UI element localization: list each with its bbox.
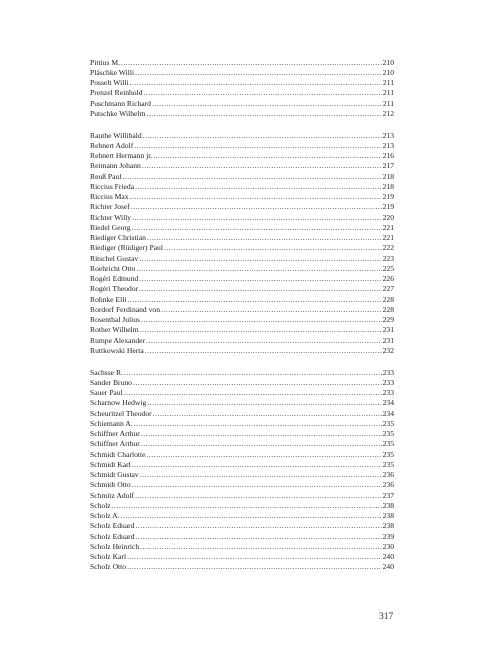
index-entry xyxy=(90,243,394,253)
entry-name: Scholz Eduard xyxy=(90,521,135,531)
dot-leader xyxy=(141,439,382,449)
dot-leader xyxy=(131,202,382,212)
index-entry xyxy=(90,419,394,429)
entry-page: 221 xyxy=(382,222,394,232)
entry-name: Reuß Paul xyxy=(90,171,122,181)
index-entry xyxy=(90,223,394,233)
entry-page: 239 xyxy=(382,531,394,541)
dot-leader xyxy=(134,419,382,429)
dot-leader xyxy=(153,409,382,419)
index-entry xyxy=(90,151,394,161)
entry-page: 230 xyxy=(382,541,394,551)
index-entry xyxy=(90,470,394,480)
dot-leader xyxy=(140,542,381,552)
entry-page: 235 xyxy=(382,429,394,438)
dot-leader xyxy=(132,480,382,490)
dot-leader xyxy=(136,532,382,542)
entry-name: Prenzel Reinhold xyxy=(90,88,143,98)
entry-name: Riediger Christian xyxy=(90,233,146,242)
dot-leader xyxy=(127,552,382,562)
index-entry xyxy=(90,480,394,490)
dot-leader xyxy=(134,141,381,151)
index-entry xyxy=(90,521,394,531)
entry-page: 233 xyxy=(382,367,394,377)
dot-leader xyxy=(124,388,382,398)
dot-leader xyxy=(127,562,382,572)
entry-page: 238 xyxy=(382,500,394,510)
index-entry xyxy=(90,141,394,151)
index-entry xyxy=(90,88,394,98)
dot-leader xyxy=(147,398,381,408)
index-entry xyxy=(90,450,394,460)
index-entry xyxy=(90,562,394,572)
entry-page: 232 xyxy=(382,345,394,355)
dot-leader xyxy=(140,470,382,480)
entry-name: Ritschel Gustav xyxy=(90,253,139,263)
entry-page: 223 xyxy=(382,253,394,263)
entry-name: Pläschke Willi xyxy=(90,67,135,77)
entry-name: Scholz xyxy=(90,500,111,510)
entry-name: Roehricht Otto xyxy=(90,263,136,273)
entry-name: Riccius Frieda xyxy=(90,181,135,191)
entry-name: Rogéri Edmund xyxy=(90,274,139,283)
index-entry xyxy=(90,192,394,202)
dot-leader xyxy=(145,346,382,356)
entry-page: 216 xyxy=(382,151,394,160)
entry-name: Puschmann Richard xyxy=(90,98,151,108)
index-entry xyxy=(90,58,394,68)
dot-leader xyxy=(161,305,382,315)
entry-name: Reimann Johann xyxy=(90,161,141,171)
entry-page: 238 xyxy=(382,511,394,520)
dot-leader xyxy=(135,182,382,192)
entry-name: Riccius Max xyxy=(90,192,129,201)
dot-leader xyxy=(121,58,382,68)
dot-leader xyxy=(132,223,382,233)
entry-page: 238 xyxy=(382,521,394,531)
index-entry xyxy=(90,501,394,511)
index-entry xyxy=(90,542,394,552)
index-entry xyxy=(90,398,394,408)
entry-name: Schiffner Arthur xyxy=(90,439,140,449)
index-entry xyxy=(90,368,394,378)
index-entry xyxy=(90,315,394,325)
group-separator xyxy=(90,119,394,131)
entry-page: 237 xyxy=(382,490,394,500)
entry-page: 240 xyxy=(382,562,394,572)
entry-name: Rohnke Elli xyxy=(90,294,127,304)
entry-page: 218 xyxy=(382,181,394,191)
index-entry xyxy=(90,305,394,315)
entry-page: 225 xyxy=(382,263,394,273)
index-entry xyxy=(90,254,394,264)
index-group xyxy=(90,131,394,357)
dot-leader xyxy=(144,88,382,98)
index-entry xyxy=(90,532,394,542)
dot-leader xyxy=(142,161,382,171)
index-entry xyxy=(90,264,394,274)
entry-page: 227 xyxy=(382,284,394,294)
entry-page: 231 xyxy=(382,335,394,345)
dot-leader xyxy=(136,264,381,274)
index-entry xyxy=(90,68,394,78)
entry-name: Scholz Otto xyxy=(90,562,127,572)
index-entry xyxy=(90,388,394,398)
entry-name: Riediger (Rüdiger) Paul xyxy=(90,243,163,253)
entry-page: 229 xyxy=(382,315,394,324)
entry-name: Richter Willy xyxy=(90,212,132,222)
index-entry xyxy=(90,325,394,335)
dot-leader xyxy=(130,78,382,88)
dot-leader xyxy=(153,151,381,161)
entry-name: Schmidt Otto xyxy=(90,480,131,490)
entry-page: 236 xyxy=(382,480,394,490)
index-list xyxy=(90,58,394,573)
entry-name: Rother Wilhelm xyxy=(90,325,139,335)
entry-name: Ruttkowski Herta xyxy=(90,345,144,355)
dot-leader xyxy=(124,368,382,378)
entry-name: Scholz Karl xyxy=(90,552,127,561)
entry-page: 235 xyxy=(382,449,394,459)
index-entry xyxy=(90,213,394,223)
entry-page: 211 xyxy=(382,98,394,108)
dot-leader xyxy=(121,511,382,521)
entry-page: 213 xyxy=(382,130,394,140)
entry-name: Schmidt Karl xyxy=(90,459,131,469)
dot-leader xyxy=(136,521,382,531)
entry-page: 240 xyxy=(382,552,394,561)
dot-leader xyxy=(164,243,382,253)
entry-name: Richter Josef xyxy=(90,202,130,212)
entry-name: Sachsse R. xyxy=(90,367,123,377)
dot-leader xyxy=(135,68,382,78)
dot-leader xyxy=(112,501,382,511)
entry-page: 235 xyxy=(382,459,394,469)
index-entry xyxy=(90,491,394,501)
entry-name: Rogéri Theodor xyxy=(90,284,139,294)
entry-name: Sander Bruno xyxy=(90,377,132,387)
index-entry xyxy=(90,378,394,388)
entry-page: 233 xyxy=(382,388,394,397)
entry-page: 236 xyxy=(382,470,394,479)
entry-name: Scholz A. xyxy=(90,511,120,520)
entry-page: 228 xyxy=(382,294,394,304)
entry-name: Pittius M. xyxy=(90,57,120,67)
entry-name: Rosenthal Julius xyxy=(90,315,140,324)
dot-leader xyxy=(146,450,381,460)
index-entry xyxy=(90,161,394,171)
entry-page: 219 xyxy=(382,202,394,212)
dot-leader xyxy=(152,99,382,109)
index-entry xyxy=(90,233,394,243)
index-entry xyxy=(90,439,394,449)
dot-leader xyxy=(146,336,382,346)
entry-name: Rehnert Hermann jr. xyxy=(90,151,153,160)
dot-leader xyxy=(140,325,382,335)
entry-page: 234 xyxy=(382,408,394,418)
dot-leader xyxy=(139,254,381,264)
entry-name: Scharnow Hedwig xyxy=(90,398,147,408)
index-entry xyxy=(90,202,394,212)
dot-leader xyxy=(147,233,382,243)
entry-page: 213 xyxy=(382,140,394,150)
dot-leader xyxy=(139,274,381,284)
dot-leader xyxy=(139,284,381,294)
entry-name: Posselt Willi xyxy=(90,78,129,87)
dot-leader xyxy=(132,460,382,470)
entry-name: Schmidt Charlotte xyxy=(90,449,146,459)
index-entry xyxy=(90,109,394,119)
entry-name: Riedel Georg xyxy=(90,222,131,232)
entry-name: Rehnert Adolf xyxy=(90,140,134,150)
dot-leader xyxy=(143,131,382,141)
index-entry xyxy=(90,429,394,439)
entry-page: 220 xyxy=(382,212,394,222)
dot-leader xyxy=(132,213,382,223)
dot-leader xyxy=(130,192,382,202)
dot-leader xyxy=(141,315,382,325)
index-entry xyxy=(90,336,394,346)
index-entry xyxy=(90,552,394,562)
entry-page: 235 xyxy=(382,418,394,428)
entry-page: 217 xyxy=(382,161,394,171)
entry-name: Sauer Paul xyxy=(90,388,123,397)
index-entry xyxy=(90,172,394,182)
entry-page: 222 xyxy=(382,243,394,253)
entry-name: Scheuritzel Theodor xyxy=(90,408,152,418)
entry-page: 211 xyxy=(382,78,394,87)
entry-name: Scholz Heinrich xyxy=(90,541,140,551)
index-entry xyxy=(90,295,394,305)
entry-page: 233 xyxy=(382,377,394,387)
dot-leader xyxy=(133,378,382,388)
entry-name: Schiffner Arthur xyxy=(90,429,140,438)
entry-page: 218 xyxy=(382,171,394,181)
page-number: 317 xyxy=(379,612,394,622)
entry-page: 210 xyxy=(382,67,394,77)
index-entry xyxy=(90,182,394,192)
entry-page: 211 xyxy=(382,88,394,98)
entry-name: Rumpe Alexander xyxy=(90,335,146,345)
dot-leader xyxy=(135,491,382,501)
entry-page: 210 xyxy=(382,57,394,67)
entry-name: Scholz Eduard xyxy=(90,531,135,541)
index-entry xyxy=(90,511,394,521)
dot-leader xyxy=(128,295,382,305)
index-entry xyxy=(90,274,394,284)
index-entry xyxy=(90,284,394,294)
index-group xyxy=(90,368,394,573)
dot-leader xyxy=(146,109,381,119)
group-separator xyxy=(90,356,394,368)
entry-page: 226 xyxy=(382,274,394,283)
entry-page: 235 xyxy=(382,439,394,449)
index-entry xyxy=(90,346,394,356)
entry-name: Schmitz Adolf xyxy=(90,490,135,500)
entry-page: 228 xyxy=(382,304,394,314)
entry-page: 219 xyxy=(382,192,394,201)
index-entry xyxy=(90,409,394,419)
entry-page: 231 xyxy=(382,325,394,335)
index-entry xyxy=(90,131,394,141)
entry-name: Schmidt Gustav xyxy=(90,470,139,479)
entry-page: 212 xyxy=(382,108,394,118)
index-group xyxy=(90,58,394,120)
index-entry xyxy=(90,460,394,470)
entry-name: Schiemann A. xyxy=(90,418,133,428)
entry-page: 221 xyxy=(382,233,394,242)
entry-page: 234 xyxy=(382,398,394,408)
entry-name: Rordorf Ferdinand von xyxy=(90,304,161,314)
dot-leader xyxy=(122,172,381,182)
index-entry xyxy=(90,99,394,109)
entry-name: Rauthe Willibald xyxy=(90,130,142,140)
index-entry xyxy=(90,78,394,88)
dot-leader xyxy=(141,429,382,439)
entry-name: Putschke Wilhelm xyxy=(90,108,146,118)
